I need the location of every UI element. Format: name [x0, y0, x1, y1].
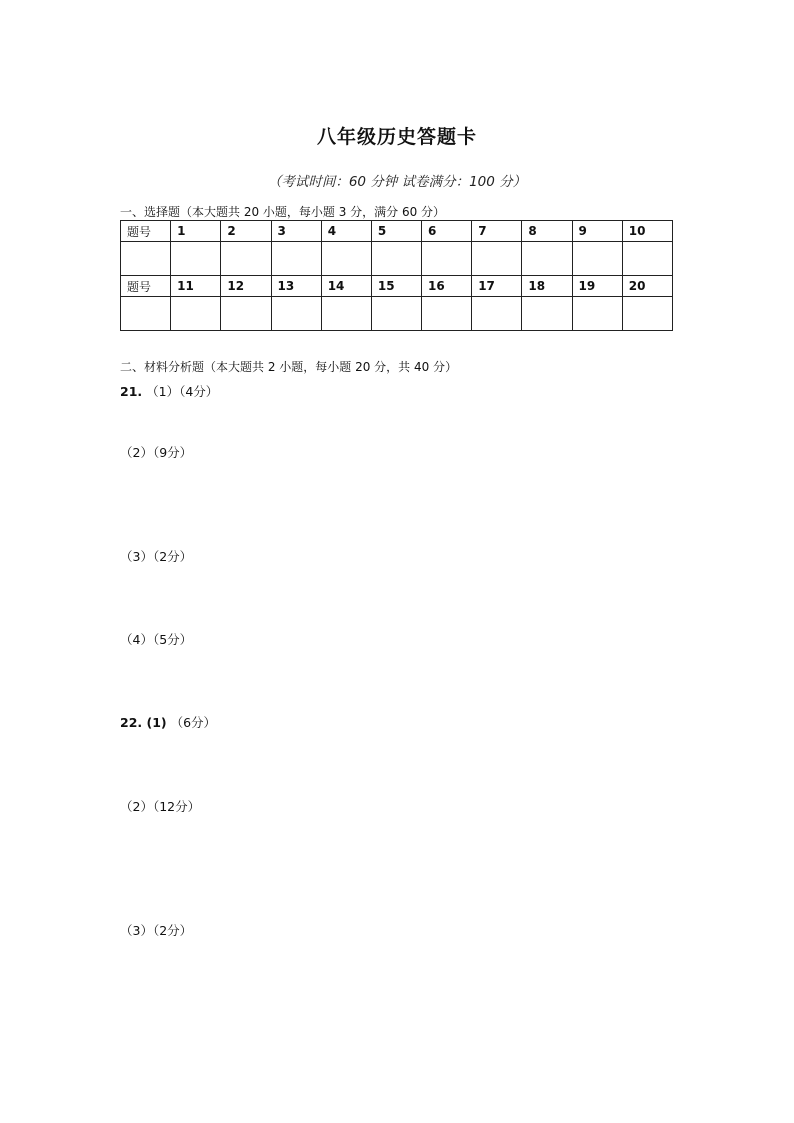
question-number: 14 [321, 276, 371, 297]
section2-heading: 二、材料分析题（本大题共 2 小题，每小题 20 分，共 40 分） [120, 360, 458, 374]
answer-cell[interactable] [371, 297, 421, 331]
question-number: 8 [522, 221, 572, 242]
exam-info: （考试时间：60 分钟 试卷满分：100 分） [267, 174, 527, 190]
answer-cell[interactable] [321, 297, 371, 331]
question-number: 15 [371, 276, 421, 297]
question-number: 5 [371, 221, 421, 242]
question-21-part-4: （4）（5分） [120, 632, 193, 647]
question-number: 20 [622, 276, 672, 297]
question-number: 11 [171, 276, 221, 297]
answer-cell[interactable] [271, 297, 321, 331]
question-number: 18 [522, 276, 572, 297]
part-label: （6分） [170, 715, 217, 730]
answer-cell[interactable] [622, 297, 672, 331]
row-label: 题号 [121, 276, 171, 297]
answer-cell [121, 242, 171, 276]
question-number: 3 [271, 221, 321, 242]
answer-cell[interactable] [371, 242, 421, 276]
part-label: （1）（4分） [146, 384, 219, 399]
question-number-row [121, 276, 673, 297]
question-number: 10 [622, 221, 672, 242]
answer-cell[interactable] [622, 242, 672, 276]
question-number: 6 [422, 221, 472, 242]
answer-cell[interactable] [522, 297, 572, 331]
section1-heading: 一、选择题（本大题共 20 小题，每小题 3 分，满分 60 分） [120, 205, 446, 219]
answer-cell[interactable] [422, 242, 472, 276]
question-number: 19 [572, 276, 622, 297]
question-21-part-2: （2）（9分） [120, 445, 193, 460]
question-number: 4 [321, 221, 371, 242]
question-number: 9 [572, 221, 622, 242]
answer-cell[interactable] [221, 297, 271, 331]
question-22-part-3: （3）（2分） [120, 923, 193, 938]
question-22-part-1 [120, 713, 216, 731]
answer-cell[interactable] [422, 297, 472, 331]
question-number: 2 [221, 221, 271, 242]
answer-cell[interactable] [472, 297, 522, 331]
question-number: 1 [171, 221, 221, 242]
question-number: 12 [221, 276, 271, 297]
answer-cell [121, 297, 171, 331]
page-title: 八年级历史答题卡 [316, 126, 477, 148]
answer-cell[interactable] [171, 297, 221, 331]
answer-row [121, 242, 673, 276]
question-21-part-3: （3）（2分） [120, 549, 193, 564]
question-number: 7 [472, 221, 522, 242]
question-21-label: 21. [120, 384, 143, 399]
answer-row [121, 297, 673, 331]
answer-cell[interactable] [472, 242, 522, 276]
question-number: 13 [271, 276, 321, 297]
question-21-part-1 [120, 382, 218, 400]
answer-cell[interactable] [221, 242, 271, 276]
question-22-label: 22. (1) [120, 715, 167, 730]
answer-cell[interactable] [522, 242, 572, 276]
answer-cell[interactable] [572, 242, 622, 276]
answer-cell[interactable] [271, 242, 321, 276]
row-label: 题号 [121, 221, 171, 242]
question-number: 17 [472, 276, 522, 297]
choice-answer-grid [120, 220, 673, 331]
question-number-row [121, 221, 673, 242]
answer-cell[interactable] [321, 242, 371, 276]
question-22-part-2: （2）（12分） [120, 799, 201, 814]
question-number: 16 [422, 276, 472, 297]
answer-cell[interactable] [572, 297, 622, 331]
answer-cell[interactable] [171, 242, 221, 276]
